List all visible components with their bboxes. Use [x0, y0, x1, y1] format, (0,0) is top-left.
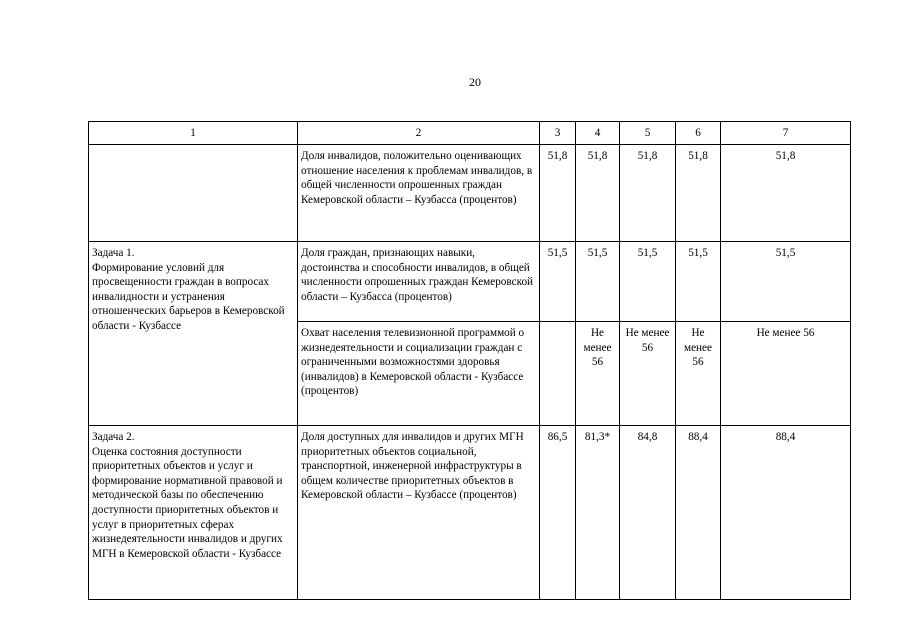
table-header-row — [89, 122, 851, 145]
indicator-cell: Охват населения телевизионной программой о жизнедеятельности и социализации граждан с ограниченными возможностями здоровья (инвалидов) в Кемеровской области - Кузбассе (процентов) — [298, 322, 540, 426]
value-cell-6: 51,8 — [676, 145, 721, 242]
value-cell-6: Не менее 56 — [676, 322, 721, 426]
table-row — [89, 426, 851, 600]
indicator-cell: Доля доступных для инвалидов и других МГН приоритетных объектов социальной, транспортной, инженерной инфраструктуры в общем количестве приоритетных объектов в Кемеровской области – Кузбассе (процентов) — [298, 426, 540, 600]
indicator-cell: Доля инвалидов, положительно оценивающих отношение населения к проблемам инвалидов, в общей численности опрошенных граждан Кемеровской области – Кузбасса (процентов) — [298, 145, 540, 242]
value-cell-4: 81,3* — [576, 426, 620, 600]
value-cell-4: 51,5 — [576, 242, 620, 322]
column-header-2: 2 — [298, 122, 540, 145]
task-cell: Задача 2. Оценка состояния доступности приоритетных объектов и услуг и формирование нормативной правовой и методической базы по обеспечению доступности приоритетных объектов и услуг в приоритетных сферах жизнедеятельности инвалидов и других МГН в Кемеровской области - Кузбассе — [89, 426, 298, 600]
indicator-cell: Доля граждан, признающих навыки, достоинства и способности инвалидов, в общей численности опрошенных граждан Кемеровской области – Кузбасса (процентов) — [298, 242, 540, 322]
column-header-6: 6 — [676, 122, 721, 145]
indicators-table — [88, 121, 851, 600]
value-cell-5: 51,5 — [620, 242, 676, 322]
value-cell-6: 88,4 — [676, 426, 721, 600]
value-cell-3 — [540, 322, 576, 426]
value-cell-6: 51,5 — [676, 242, 721, 322]
column-header-5: 5 — [620, 122, 676, 145]
task-cell — [89, 145, 298, 242]
column-header-3: 3 — [540, 122, 576, 145]
value-cell-4: Не менее 56 — [576, 322, 620, 426]
task-cell: Задача 1. Формирование условий для просвещенности граждан в вопросах инвалидности и устранения отношенческих барьеров в Кемеровской области - Кузбассе — [89, 242, 298, 426]
value-cell-5: 84,8 — [620, 426, 676, 600]
table-row — [89, 145, 851, 242]
column-header-1: 1 — [89, 122, 298, 145]
value-cell-5: Не менее 56 — [620, 322, 676, 426]
value-cell-7: 88,4 — [721, 426, 851, 600]
page-number: 20 — [469, 75, 481, 89]
value-cell-3: 51,8 — [540, 145, 576, 242]
value-cell-4: 51,8 — [576, 145, 620, 242]
value-cell-7: 51,5 — [721, 242, 851, 322]
value-cell-3: 51,5 — [540, 242, 576, 322]
value-cell-7: Не менее 56 — [721, 322, 851, 426]
value-cell-3: 86,5 — [540, 426, 576, 600]
table-row — [89, 242, 851, 322]
value-cell-7: 51,8 — [721, 145, 851, 242]
column-header-7: 7 — [721, 122, 851, 145]
value-cell-5: 51,8 — [620, 145, 676, 242]
column-header-4: 4 — [576, 122, 620, 145]
